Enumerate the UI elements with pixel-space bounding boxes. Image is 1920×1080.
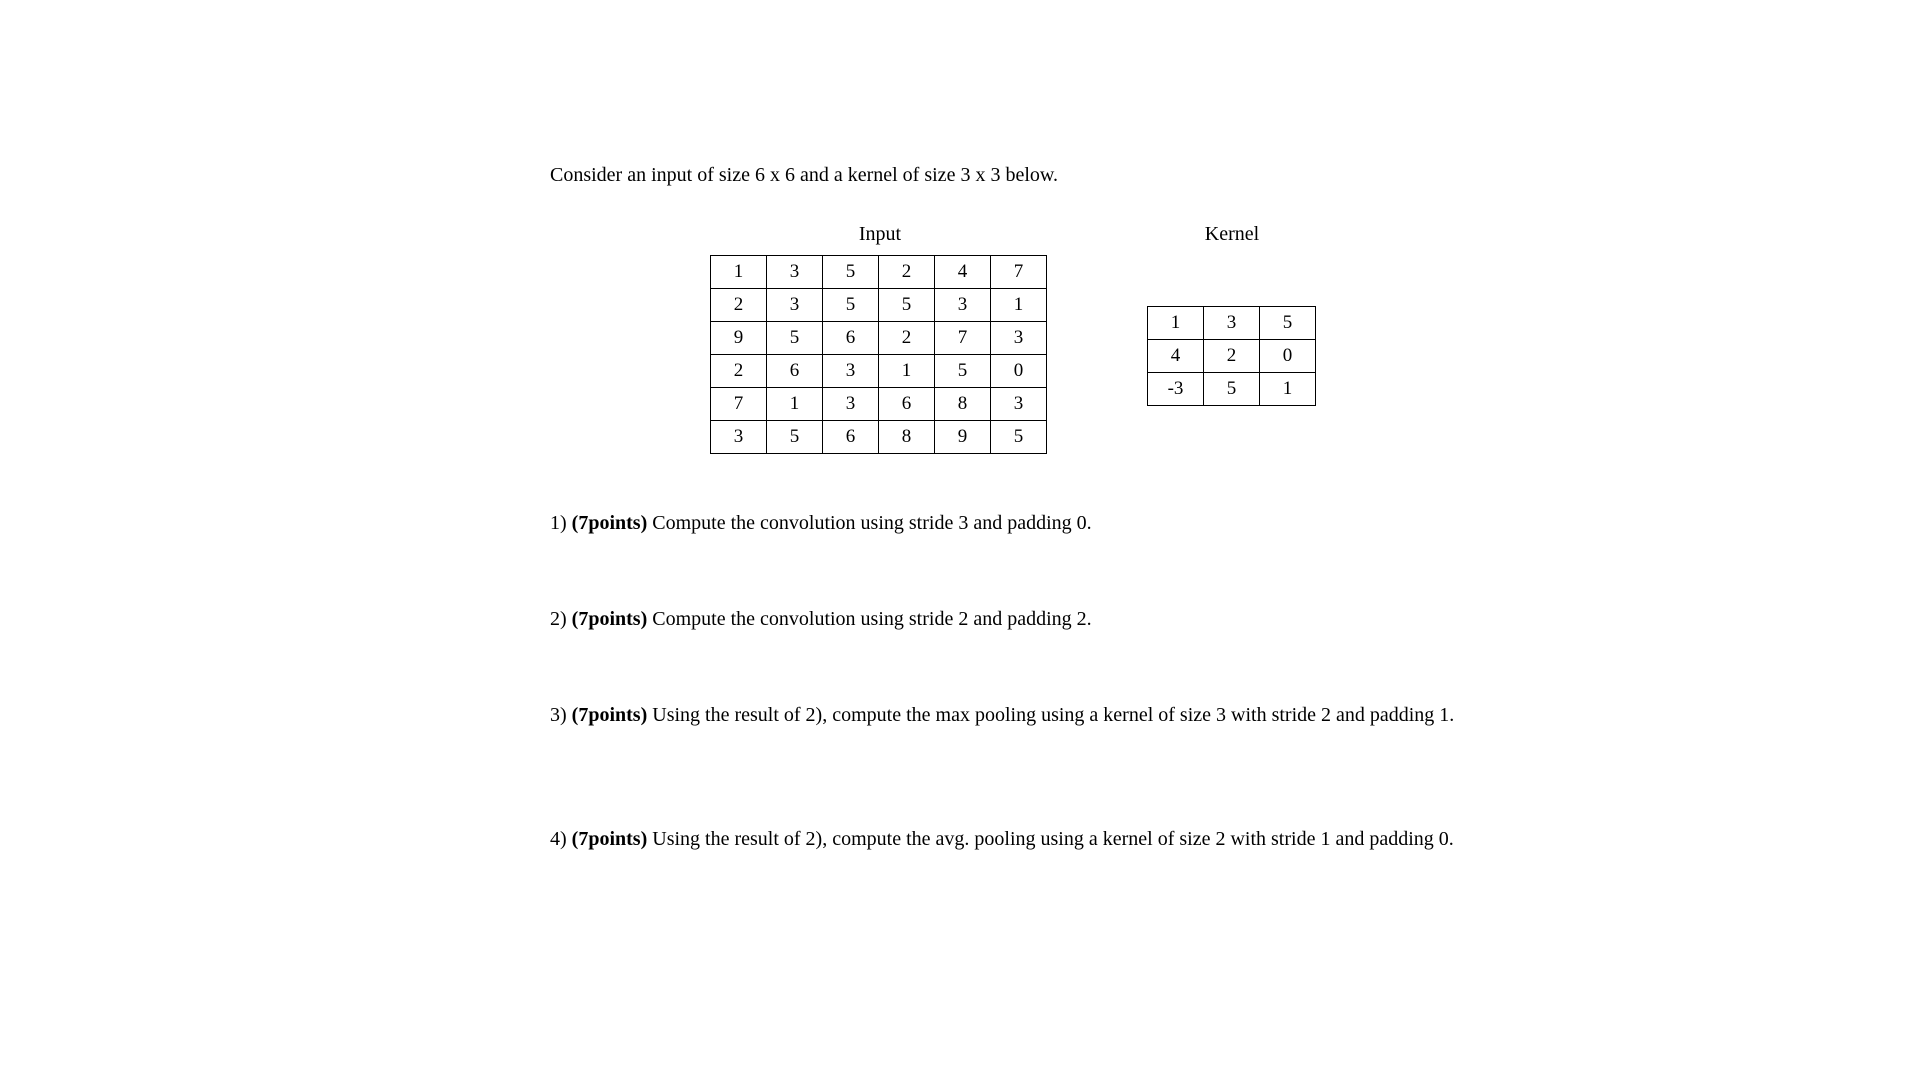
matrix-cell: 5 [767,322,823,355]
question-number: 2) [550,608,567,630]
matrix-cell: 1 [711,256,767,289]
matrix-cell: 5 [823,256,879,289]
matrix-cell: 3 [767,289,823,322]
matrix-cell: 3 [991,322,1047,355]
matrix-row [711,256,1047,289]
question-number: 1) [550,512,567,534]
matrix-cell: 0 [1260,340,1316,373]
matrix-cell: 3 [823,355,879,388]
question-points: (7points) [571,512,648,534]
matrix-cell: 2 [711,289,767,322]
matrix-cell: 3 [1204,307,1260,340]
matrix-cell: 3 [935,289,991,322]
matrix-cell: 5 [991,421,1047,454]
matrix-cell: 1 [1260,373,1316,406]
question-1 [550,509,1477,537]
question-text: Compute the convolution using stride 2 and padding 2. [652,608,1092,630]
matrix-row [1148,373,1316,406]
matrix-cell: 1 [767,388,823,421]
matrix-cell: 5 [767,421,823,454]
matrix-row [711,388,1047,421]
matrix-cell: 6 [879,388,935,421]
kernel-matrix [1147,306,1316,406]
question-text: Using the result of 2), compute the avg. pooling using a kernel of size 2 with stride 1 and padding 0. [652,828,1454,850]
matrix-cell: 5 [935,355,991,388]
question-4 [550,825,1477,853]
matrix-cell: 9 [935,421,991,454]
matrix-cell: 7 [935,322,991,355]
matrix-cell: 4 [935,256,991,289]
question-number: 4) [550,828,567,850]
matrix-cell: 7 [711,388,767,421]
question-number: 3) [550,704,567,726]
question-text: Compute the convolution using stride 3 and padding 0. [652,512,1092,534]
matrix-cell: -3 [1148,373,1204,406]
matrix-cell: 6 [823,421,879,454]
question-points: (7points) [571,828,648,850]
matrix-cell: 2 [711,355,767,388]
question-points: (7points) [571,704,648,726]
matrix-cell: 2 [879,256,935,289]
matrix-cell: 5 [1204,373,1260,406]
question-points: (7points) [571,608,648,630]
matrix-cell: 2 [879,322,935,355]
input-matrix [710,255,1047,454]
matrix-row [711,421,1047,454]
matrix-row [1148,340,1316,373]
matrix-cell: 1 [1148,307,1204,340]
question-text: Using the result of 2), compute the max pooling using a kernel of size 3 with stride 2 and padding 1. [652,704,1455,726]
matrix-cell: 1 [879,355,935,388]
matrix-row [1148,307,1316,340]
matrix-row [711,355,1047,388]
matrix-cell: 3 [711,421,767,454]
matrix-row [711,289,1047,322]
matrix-cell: 0 [991,355,1047,388]
matrix-cell: 3 [767,256,823,289]
matrix-cell: 3 [991,388,1047,421]
matrix-cell: 4 [1148,340,1204,373]
matrix-cell: 5 [1260,307,1316,340]
question-2 [550,605,1477,633]
question-3 [550,701,1477,729]
matrix-cell: 6 [823,322,879,355]
kernel-matrix-title: Kernel [1204,223,1260,245]
matrix-cell: 8 [935,388,991,421]
matrix-cell: 9 [711,322,767,355]
matrix-cell: 8 [879,421,935,454]
matrix-cell: 6 [767,355,823,388]
matrix-cell: 3 [823,388,879,421]
matrix-row [711,322,1047,355]
matrix-cell: 1 [991,289,1047,322]
matrix-cell: 2 [1204,340,1260,373]
matrix-cell: 5 [879,289,935,322]
input-matrix-title: Input [858,223,902,245]
intro-text: Consider an input of size 6 x 6 and a kernel of size 3 x 3 below. [550,164,1059,186]
matrix-cell: 7 [991,256,1047,289]
matrix-cell: 5 [823,289,879,322]
